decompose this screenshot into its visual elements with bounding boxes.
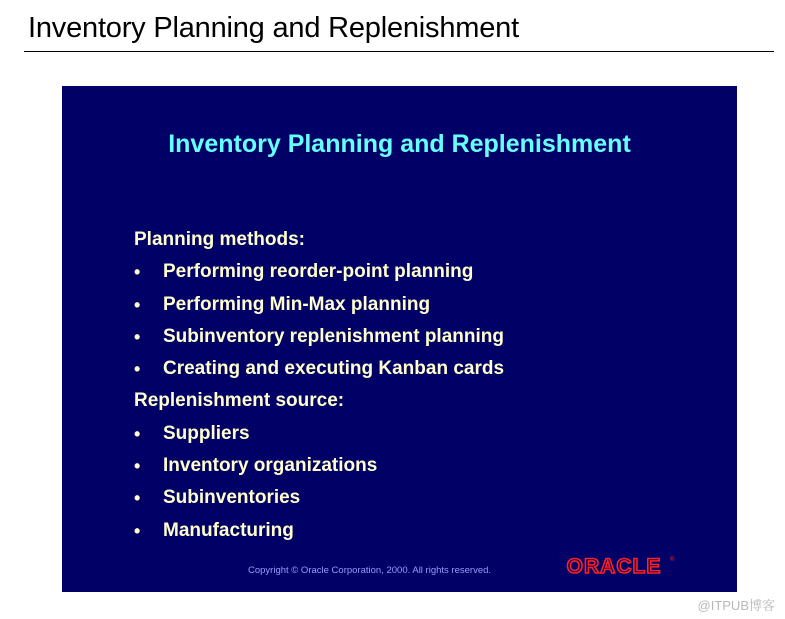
bullet-icon: •	[134, 326, 141, 347]
list-item	[134, 321, 724, 353]
bullet-icon: •	[134, 359, 141, 380]
list-item-label: Subinventories	[163, 487, 301, 509]
copyright-notice: Copyright © Oracle Corporation, 2000. All rights reserved.	[248, 565, 492, 576]
list-item-label: Performing reorder-point planning	[163, 261, 474, 283]
list-item-label: Creating and executing Kanban cards	[163, 358, 505, 380]
oracle-logo-text: ORACLE	[566, 555, 662, 578]
bullet-icon: •	[134, 520, 141, 541]
slide-panel	[62, 86, 737, 592]
list-item-label: Manufacturing	[163, 519, 294, 541]
list-item	[134, 418, 724, 450]
watermark: @ITPUB博客	[697, 598, 775, 613]
oracle-logo	[554, 552, 676, 578]
list-item-label: Subinventory replenishment planning	[163, 325, 504, 347]
list-item	[134, 353, 724, 385]
list-item	[134, 256, 724, 288]
page-title: Inventory Planning and Replenishment	[28, 12, 519, 44]
slide-content	[134, 224, 724, 547]
bullet-icon: •	[134, 294, 141, 315]
list-item-label: Inventory organizations	[163, 455, 378, 477]
list-item-label: Suppliers	[163, 422, 250, 444]
bullet-icon: •	[134, 456, 141, 477]
section-heading-replenishment-source: Replenishment source:	[134, 390, 345, 412]
slide-title: Inventory Planning and Replenishment	[168, 130, 631, 158]
bullet-icon: •	[134, 262, 141, 283]
list-item	[134, 289, 724, 321]
registered-mark-icon: ®	[670, 557, 675, 563]
list-item-label: Performing Min-Max planning	[163, 293, 431, 315]
list-item	[134, 515, 724, 547]
list-item	[134, 482, 724, 514]
bullet-icon: •	[134, 488, 141, 509]
list-item	[134, 450, 724, 482]
section-heading-planning-methods: Planning methods:	[134, 229, 305, 250]
bullet-icon: •	[134, 423, 141, 444]
title-divider	[24, 51, 774, 52]
